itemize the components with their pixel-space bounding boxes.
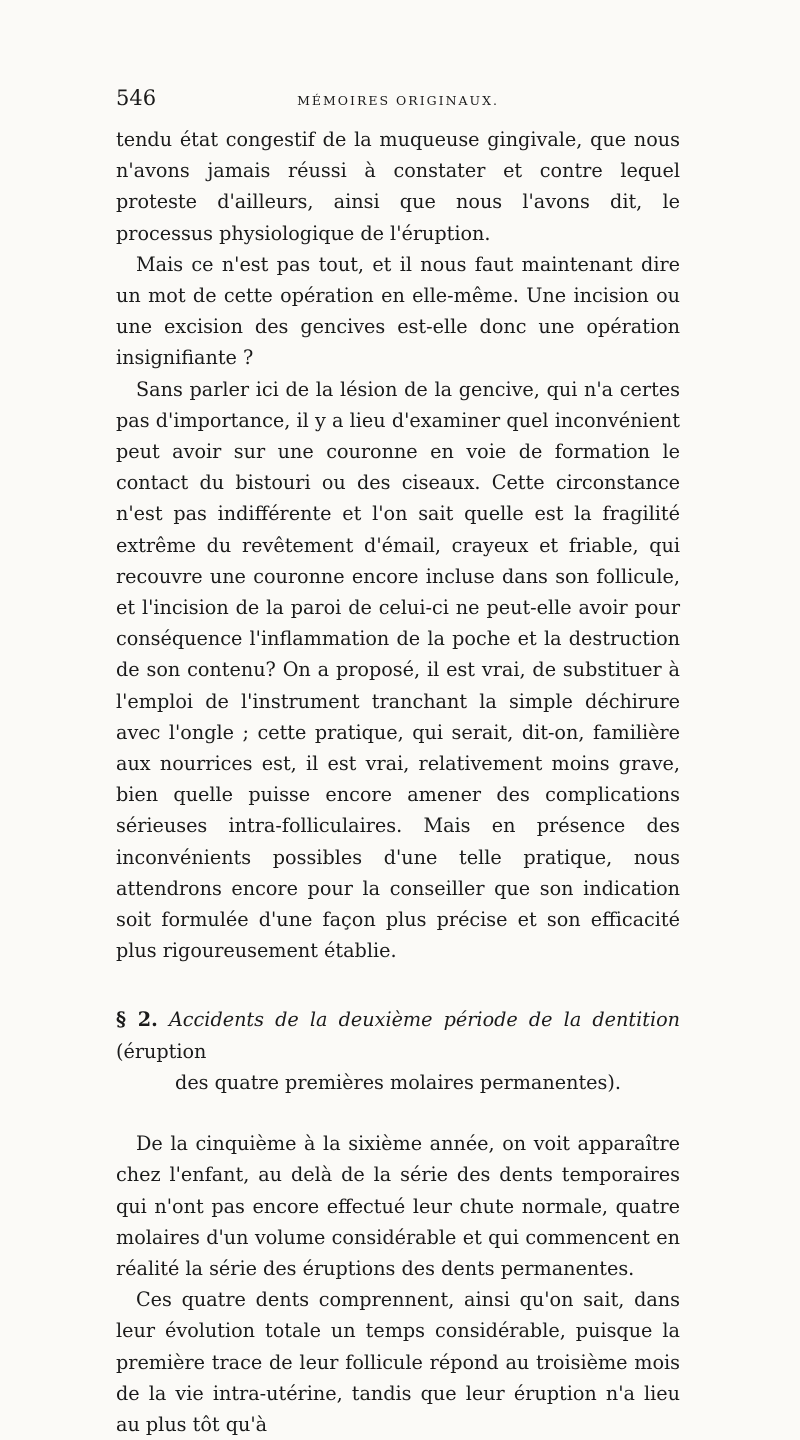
section-title-paren-end: des quatre premières molaires permanentes).: [175, 1070, 621, 1094]
paragraph-3: Sans parler ici de la lésion de la gencive, qui n'a certes pas d'importance, il y a lieu d'examiner quel inconvénient peut avoir sur une couronne en voie de formation le contact du bistouri ou des ciseaux. Cette circonstance n'est pas indifférente et l'on sait quelle est la fragilité extrême du revêtement d'émail, crayeux et friable, qui recouvre une couronne encore incluse dans son follicule, et l'incision de la paroi de celui-ci ne peut-elle avoir pour conséquence l'inflammation de la poche et la destruction de son contenu? On a proposé, il est vrai, de substituer à l'emploi de l'instrument tranchant la simple déchirure avec l'ongle ; cette pratique, qui serait, dit-on, familière aux nourrices est, il est vrai, relativement moins grave, bien quelle puisse encore amener des complications sérieuses intra-folliculaires. Mais en présence des inconvénients possibles d'une telle pratique, nous attendrons encore pour la conseiller que son indication soit formulée d'une façon plus précise et son efficacité plus rigoureusement établie.: [116, 377, 680, 963]
paragraph-1: tendu état congestif de la muqueuse gingivale, que nous n'avons jamais réussi à constater et contre lequel proteste d'ailleurs, ainsi que nous l'avons dit, le processus physiologique de l'éruption.: [116, 128, 680, 245]
paragraph-4: De la cinquième à la sixième année, on voit apparaître chez l'enfant, au delà de la série des dents temporaires qui n'ont pas encore effectué leur chute normale, quatre molaires d'un volume considérable et qui commencent en réalité la série des éruptions des dents permanentes.: [116, 1132, 680, 1280]
section-title-italic: Accidents de la deuxième période de la dentition: [168, 1008, 680, 1032]
section-number: § 2.: [116, 1008, 158, 1032]
paragraph-2: Mais ce n'est pas tout, et il nous faut maintenant dire un mot de cette opération en elle-même. Une incision ou une excision des gencives est-elle donc une opération insignifiante ?: [116, 252, 680, 370]
running-head: [116, 86, 680, 120]
section-heading: [116, 1004, 680, 1098]
running-title: MÉMOIRES ORIGINAUX.: [297, 93, 499, 108]
paragraph-5: Ces quatre dents comprennent, ainsi qu'on sait, dans leur évolution totale un temps considérable, puisque la première trace de leur follicule répond au troisième mois de la vie intra-utérine, tandis que leur éruption n'a lieu au plus tôt qu'à: [116, 1288, 680, 1436]
section-heading-line-1: [116, 1004, 680, 1066]
page-number: 546: [116, 86, 157, 110]
body-text: [116, 124, 680, 1440]
section-title-paren-start: (éruption: [116, 1039, 207, 1063]
